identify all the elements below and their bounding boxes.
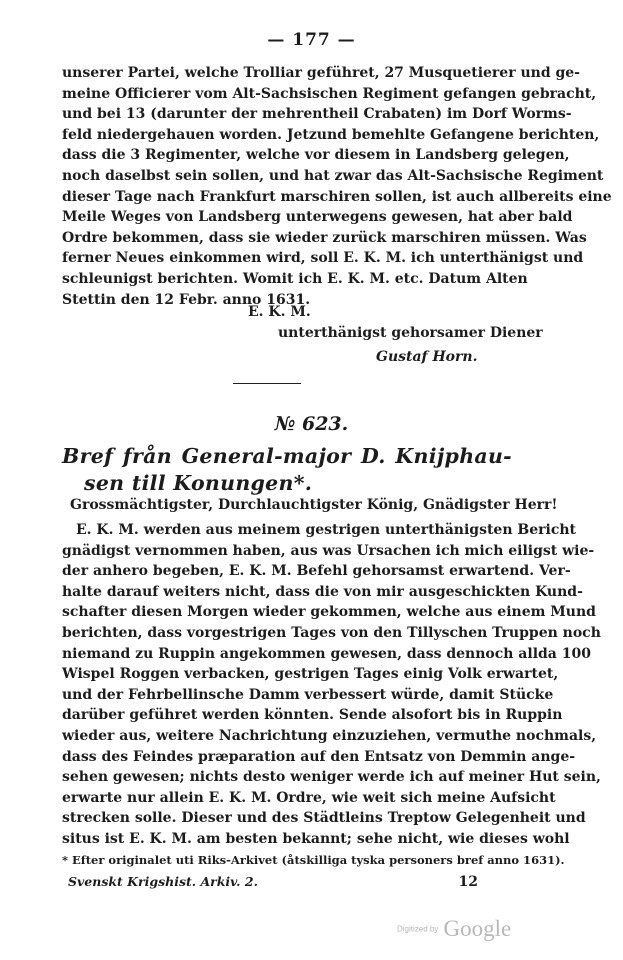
text-line: niemand zu Ruppin angekommen gewesen, dass dennoch allda 100 — [62, 645, 591, 662]
text-line: darüber geführet werden könnten. Sende alsofort bis in Ruppin — [62, 707, 563, 724]
text-line: unserer Partei, welche Trolliar geführet, 27 Musquetierer und ge- — [62, 65, 580, 81]
letter-closing: E. K. M. — [248, 304, 311, 320]
text-line: der anhero begeben, E. K. M. Befehl gehorsamst erwartend. Ver- — [62, 563, 571, 580]
text-line: dass des Feindes præparation auf den Entsatz von Demmin ange- — [62, 748, 576, 765]
footnote: * Efter originalet uti Riks-Arkivet (åtskilliga tyska personers bref anno 1631). — [62, 853, 565, 867]
salutation: Grossmächtigster, Durchlauchtigster König, Gnädigster Herr! — [70, 497, 558, 513]
text-line: erwarte nur allein E. K. M. Ordre, wie weit sich meine Aufsicht — [62, 789, 556, 806]
document-body — [62, 520, 601, 850]
text-line: Stettin den 12 Febr. anno 1631. — [62, 291, 311, 308]
letter-closing-line: unterthänigst gehorsamer Diener — [278, 325, 543, 341]
text-line: schafter diesen Morgen wieder gekommen, welche aus einem Mund — [62, 604, 596, 621]
text-line: wieder aus, weitere Nachrichtung einzuziehen, vermuthe nochmals, — [62, 727, 597, 744]
footer-title: Svenskt Krigshist. Arkiv. 2. — [68, 874, 258, 889]
text-line: noch daselbst sein sollen, und hat zwar das Alt-Sachsische Regiment — [62, 167, 604, 184]
title-line: Bref från General-major D. Knijphau- — [62, 444, 512, 468]
footer-sheet-number: 12 — [458, 874, 478, 890]
document-number: № 623. — [274, 413, 349, 435]
page-footer — [68, 874, 478, 889]
digitization-watermark — [397, 916, 511, 942]
text-line: und der Fehrbellinsche Damm verbessert würde, damit Stücke — [62, 686, 554, 703]
page-number: — 177 — — [267, 30, 356, 50]
text-line: und bei 13 (darunter der mehrentheil Crabaten) im Dorf Worms- — [62, 106, 572, 123]
text-line: E. K. M. werden aus meinem gestrigen unterthänigsten Bericht — [76, 522, 576, 538]
title-line: sen till Konungen*. — [84, 471, 313, 495]
watermark-prefix: Digitized by — [397, 924, 439, 934]
text-line: gnädigst vernommen haben, aus was Ursachen ich mich eiligst wie- — [62, 542, 595, 559]
text-line: dieser Tage nach Frankfurt marschiren sollen, ist auch allbereits eine — [62, 188, 612, 205]
section-divider — [233, 383, 301, 384]
text-line: situs ist E. K. M. am besten bekannt; sehe nicht, wie dieses wohl — [62, 830, 570, 847]
text-line: schleunigst berichten. Womit ich E. K. M. etc. Datum Alten — [62, 270, 528, 287]
text-line: sehen gewesen; nichts desto weniger werde ich auf meiner Hut sein, — [62, 769, 601, 786]
text-line: feld niedergehauen worden. Jetzund bemehlte Gefangene berichten, — [62, 126, 600, 143]
text-line: meine Officierer vom Alt-Sachsischen Regiment gefangen gebracht, — [62, 85, 597, 102]
letter-text — [62, 63, 612, 310]
document-title — [62, 443, 512, 497]
text-line: Wispel Roggen verbacken, gestrigen Tages einig Volk erwartet, — [62, 666, 559, 683]
text-line: berichten, dass vorgestrigen Tages von den Tillyschen Truppen noch — [62, 624, 601, 641]
google-logo: Google — [443, 916, 512, 941]
letter-signature: Gustaf Horn. — [376, 349, 478, 365]
text-line: Meile Weges von Landsberg unterwegens gewesen, hat aber bald — [62, 209, 573, 226]
text-line: ferner Neues einkommen wird, soll E. K. M. ich unterthänigst und — [62, 250, 584, 267]
text-line: halte darauf weiters nicht, dass die von mir ausgeschickten Kund- — [62, 583, 583, 600]
text-line: strecken solle. Dieser und des Städtleins Treptow Gelegenheit und — [62, 810, 586, 827]
text-line: Ordre bekommen, dass sie wieder zurück marschiren müssen. Was — [62, 229, 587, 246]
text-line: dass die 3 Regimenter, welche vor diesem in Landsberg gelegen, — [62, 147, 570, 164]
